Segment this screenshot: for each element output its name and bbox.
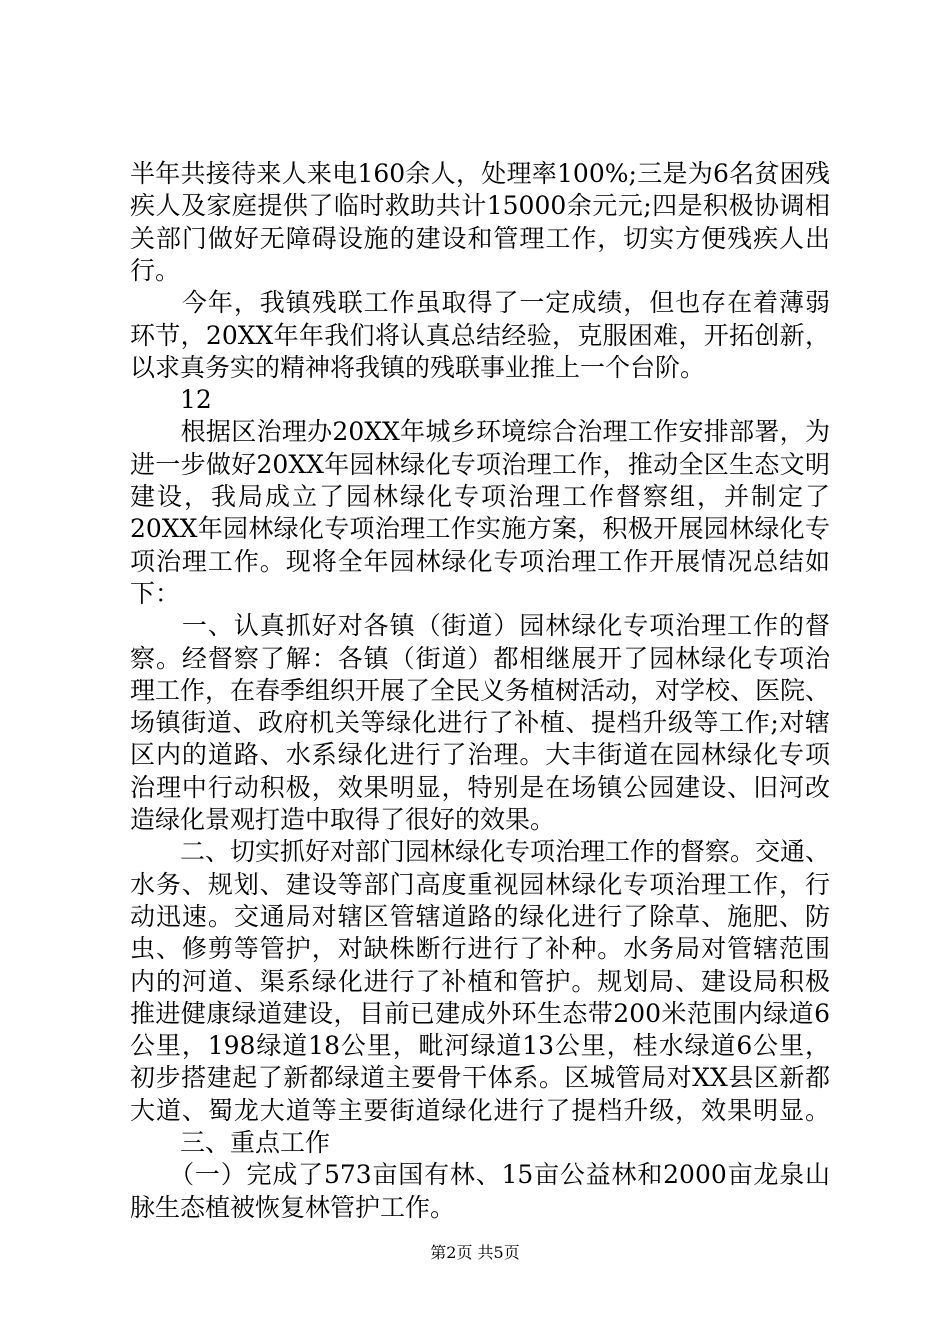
text-line: 根据区治理办20XX年城乡环境综合治理工作安排部署，为 [130, 417, 830, 447]
page-footer: 第2页 共5页 [430, 1243, 520, 1262]
text-line: 虫、修剪等管护，对缺株断行进行了补种。水务局对管辖范围 [130, 934, 830, 964]
text-line: 进一步做好20XX年园林绿化专项治理工作，推动全区生态文明 [130, 449, 830, 479]
text-line: 大道、蜀龙大道等主要街道绿化进行了提档升级，效果明显。 [130, 1095, 830, 1125]
text-line: 半年共接待来人来电160余人，处理率100%;三是为6名贫困残 [130, 159, 830, 188]
text-line: 下： [130, 578, 181, 608]
text-line: 二、切实抓好对部门园林绿化专项治理工作的督察。交通、 [130, 837, 831, 867]
text-line: 内的河道、渠系绿化进行了补植和管护。规划局、建设局积极 [130, 966, 830, 996]
text-line: （一）完成了573亩国有林、15亩公益林和2000亩龙泉山 [130, 1160, 830, 1190]
text-line: 今年，我镇残联工作虽取得了一定成绩，但也存在着薄弱 [130, 288, 830, 318]
text-line: 公里，198绿道18公里，毗河绿道13公里，桂水绿道6公里， [130, 1031, 830, 1061]
text-line: 推进健康绿道建设，目前已建成外环生态带200米范围内绿道6 [130, 998, 830, 1028]
text-line: 理工作，在春季组织开展了全民义务植树活动，对学校、医院、 [130, 675, 831, 705]
text-line: 以求真务实的精神将我镇的残联事业推上一个台阶。 [130, 352, 706, 382]
text-line: 三、重点工作 [130, 1128, 331, 1157]
text-line: 建设，我局成立了园林绿化专项治理工作督察组，并制定了 [130, 482, 830, 511]
text-line: 治理中行动积极，效果明显，特别是在场镇公园建设、旧河改 [130, 772, 830, 802]
text-line: 关部门做好无障碍设施的建设和管理工作，切实方便残疾人出 [130, 223, 830, 253]
text-line: 疾人及家庭提供了临时救助共计15000余元元;四是积极协调相 [130, 191, 830, 221]
text-line: 脉生态植被恢复林管护工作。 [130, 1192, 456, 1222]
text-line: 察。经督察了解：各镇（街道）都相继展开了园林绿化专项治 [130, 643, 830, 673]
text-line: 一、认真抓好对各镇（街道）园林绿化专项治理工作的督 [130, 611, 830, 641]
text-line: 场镇街道、政府机关等绿化进行了补植、提档升级等工作;对辖 [130, 708, 830, 738]
text-line: 12 [130, 385, 212, 415]
text-line: 水务、规划、建设等部门高度重视园林绿化专项治理工作，行 [130, 869, 830, 899]
text-line: 动迅速。交通局对辖区管辖道路的绿化进行了除草、施肥、防 [130, 901, 830, 931]
text-line: 20XX年园林绿化专项治理工作实施方案，积极开展园林绿化专 [130, 514, 830, 544]
text-line: 区内的道路、水系绿化进行了治理。大丰街道在园林绿化专项 [130, 740, 830, 770]
text-line: 行。 [130, 255, 181, 285]
text-line: 初步搭建起了新都绿道主要骨干体系。区城管局对XX县区新都 [130, 1063, 830, 1093]
text-line: 项治理工作。现将全年园林绿化专项治理工作开展情况总结如 [130, 546, 830, 576]
text-line: 造绿化景观打造中取得了很好的效果。 [130, 805, 556, 834]
text-line: 环节，20XX年年我们将认真总结经验，克服困难，开拓创新， [130, 320, 830, 350]
